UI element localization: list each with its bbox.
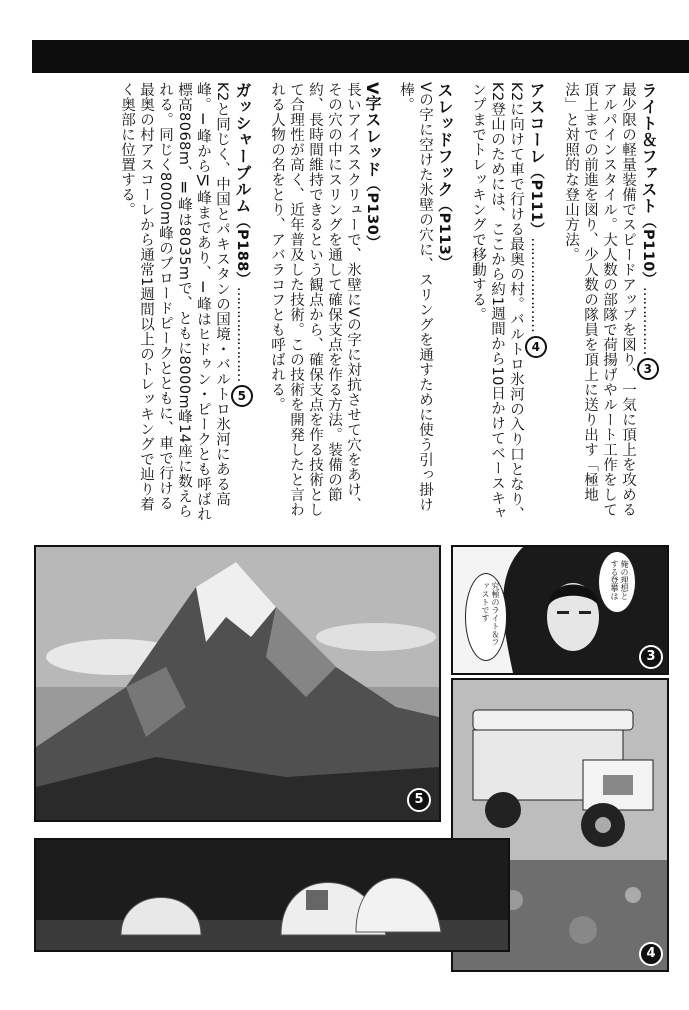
panel-climber bbox=[451, 545, 669, 675]
entry-leader: …………… bbox=[640, 286, 656, 355]
glossary-text bbox=[44, 82, 659, 522]
entry-page-ref: （P130） bbox=[364, 177, 380, 251]
entry-body: 長いアイススクリューで、氷壁にVの字に対抗させて穴をあけ、その穴の中にスリングを通して確保支点を作る方法。装備の節約、長時間維持できるという観点から、確保支点を作る技術として合理性が高く、近年普及した技術。この技術を開発したと言われる人物の名をとり、アバラコフとも呼ばれる。 bbox=[269, 82, 361, 517]
tents-illustration bbox=[36, 840, 508, 950]
entry-leader: ………………… bbox=[528, 237, 544, 332]
glossary-entry-askole bbox=[468, 82, 547, 522]
panel-tents bbox=[34, 838, 510, 952]
entry-heading: アスコーレ bbox=[527, 82, 546, 165]
panel-number-badge: 4 bbox=[639, 942, 663, 966]
entry-page-ref: （P110） bbox=[640, 214, 656, 287]
speech-text: 俺の理想とする登攀は bbox=[610, 560, 629, 600]
entry-body: K2と同じく、中国とパキスタンの国境・バルトロ氷河にある高峰。Ⅰ峰からⅥ峰まであり、Ⅰ峰はヒドゥン・ピークとも呼ばれ標高8068m、Ⅱ峰は8035mで、ともに8000m峰14座に数えられる。同じく8000m峰のブロードピークとともに、車で行ける最奥の村アスコーレから通常1週間以上のトレッキングで辿り着く奥部に位置する。 bbox=[119, 82, 230, 522]
entry-heading: V字スレッド bbox=[363, 82, 382, 178]
entry-number-badge: 5 bbox=[231, 385, 253, 407]
glossary-entry-light-fast bbox=[561, 82, 659, 522]
panel-mountain bbox=[34, 545, 441, 822]
speech-bubble bbox=[465, 573, 507, 661]
glossary-entry-thread-hook bbox=[396, 82, 454, 522]
mountain-illustration bbox=[36, 547, 439, 820]
entry-number-badge: 4 bbox=[525, 336, 547, 358]
entry-body: K2に向けて車で行ける最奥の村。バルトロ氷河の入り口となり、K2登山のためには、ここから約1週間から10日かけてベースキャンプまでトレッキングで移動する。 bbox=[470, 82, 524, 522]
entry-heading: ライト＆ファスト bbox=[639, 82, 658, 214]
entry-page-ref: （P111） bbox=[528, 164, 544, 238]
entry-body: 最少限の軽量装備でスピードアップを図り、一気に頂上を攻めるアルパインスタイル。大人数の部隊で荷揚げやルート工作をして頂上までの前進を図り、少人数の隊員を頂上に送り出す「極地法」と対照的な登山方法。 bbox=[563, 82, 636, 517]
entry-number-badge: 3 bbox=[637, 358, 659, 380]
entry-page-ref: （P113） bbox=[436, 197, 452, 271]
entry-page-ref: （P188） bbox=[234, 214, 250, 287]
speech-text: 究極のライト＆ファストです bbox=[481, 582, 500, 646]
glossary-entry-v-thread bbox=[267, 82, 382, 522]
glossary-entry-gasherbrum bbox=[117, 82, 253, 522]
panel-number-badge: 3 bbox=[639, 645, 663, 669]
entry-heading: スレッドフック bbox=[435, 82, 454, 198]
entry-heading: ガッシャーブルム bbox=[233, 82, 252, 214]
entry-body: Vの字に空けた氷壁の穴に、スリングを通すために使う引っ掛け棒。 bbox=[398, 82, 433, 513]
header-bar bbox=[32, 40, 689, 73]
panel-number-badge: 5 bbox=[407, 788, 431, 812]
entry-leader: ………………… bbox=[234, 286, 250, 382]
speech-bubble bbox=[598, 551, 636, 613]
